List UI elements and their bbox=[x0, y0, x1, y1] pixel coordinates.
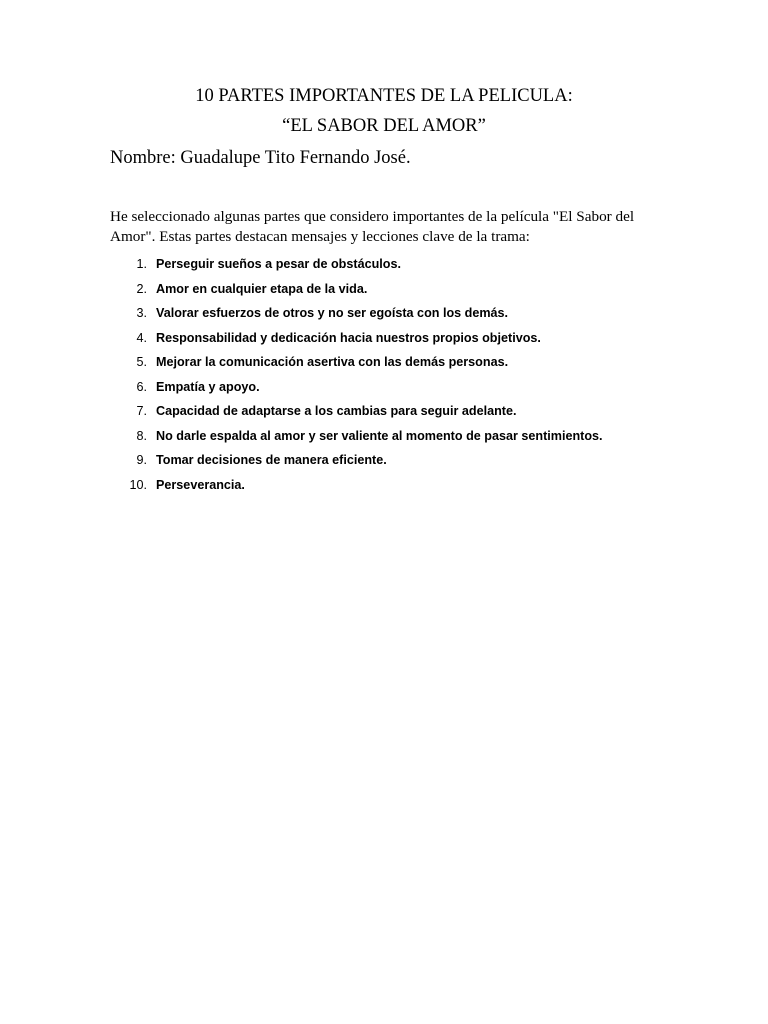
list-item-number: 1. bbox=[136, 257, 147, 271]
list-item bbox=[110, 353, 710, 378]
list-item-text: Mejorar la comunicación asertiva con las demás personas. bbox=[156, 355, 509, 369]
list-item-text: Capacidad de adaptarse a los cambias para seguir adelante. bbox=[156, 404, 517, 418]
list-item-number: 6. bbox=[136, 379, 147, 394]
list-item-text: Empatía y apoyo. bbox=[156, 379, 260, 394]
document-title: 10 PARTES IMPORTANTES DE LA PELICULA: bbox=[195, 86, 573, 106]
list-item-number: 5. bbox=[136, 355, 147, 369]
list-item-text: Perseverancia. bbox=[156, 477, 245, 492]
list-item bbox=[110, 402, 710, 427]
list-item bbox=[110, 329, 710, 354]
list-item bbox=[110, 476, 710, 501]
list-item bbox=[110, 427, 710, 452]
list-item bbox=[110, 378, 710, 403]
intro-paragraph: He seleccionado algunas partes que considero importantes de la película "El Sabor del Amor". Estas partes destacan mensajes y lecciones clave de la trama: bbox=[110, 208, 635, 245]
list-item-text: Valorar esfuerzos de otros y no ser egoísta con los demás. bbox=[156, 306, 509, 320]
list-item-number: 9. bbox=[136, 453, 147, 467]
list-item-text: Tomar decisiones de manera eficiente. bbox=[156, 453, 387, 467]
list-item-number: 3. bbox=[136, 306, 147, 320]
list-item bbox=[110, 304, 710, 329]
list-item-number: 7. bbox=[136, 404, 147, 418]
list-item-number: 8. bbox=[136, 428, 147, 443]
list-item-text: Perseguir sueños a pesar de obstáculos. bbox=[156, 257, 401, 271]
list-item bbox=[110, 280, 710, 305]
list-item-text: Responsabilidad y dedicación hacia nuestros propios objetivos. bbox=[156, 330, 541, 345]
list-item bbox=[110, 451, 710, 476]
author-name: Nombre: Guadalupe Tito Fernando José. bbox=[110, 148, 411, 168]
important-parts-list bbox=[110, 255, 710, 500]
movie-title: “EL SABOR DEL AMOR” bbox=[282, 116, 486, 136]
list-item-text: No darle espalda al amor y ser valiente al momento de pasar sentimientos. bbox=[156, 428, 603, 443]
list-item-number: 4. bbox=[136, 330, 147, 345]
list-item bbox=[110, 255, 710, 280]
list-item-number: 2. bbox=[136, 281, 147, 296]
list-item-text: Amor en cualquier etapa de la vida. bbox=[156, 281, 368, 296]
list-item-number: 10. bbox=[129, 477, 147, 492]
